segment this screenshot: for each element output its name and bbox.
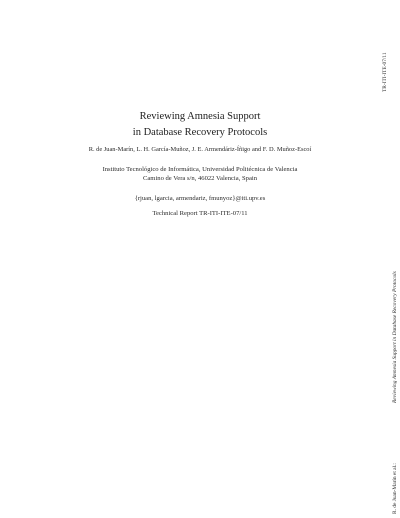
author-list: R. de Juan-Marín, L. H. García-Muñoz, J. E. Armendáriz-Íñigo and F. D. Muñoz-Escoí: [88, 146, 312, 153]
author-emails: {rjuan, lgarcia, armendariz, fmunyoz}@iti.upv.es: [134, 195, 266, 202]
title-line-2: in Database Recovery Protocols: [132, 127, 268, 138]
affiliation-line-2: Camino de Vera s/n, 46022 Valencia, Spain: [142, 175, 258, 182]
side-report-id: TR-ITI-ITE-07/11: [382, 52, 388, 92]
side-running-title: Reviewing Amnesia Support in Database Recovery Protocols: [392, 271, 398, 403]
title-line-1: Reviewing Amnesia Support: [139, 111, 261, 122]
technical-report-label: Technical Report TR-ITI-ITE-07/11: [152, 210, 248, 217]
affiliation-line-1: Instituto Tecnológico de Informática, Universidad Politécnica de Valencia: [102, 166, 298, 173]
side-running-authors: R. de Juan-Marín et al.:: [392, 463, 398, 514]
